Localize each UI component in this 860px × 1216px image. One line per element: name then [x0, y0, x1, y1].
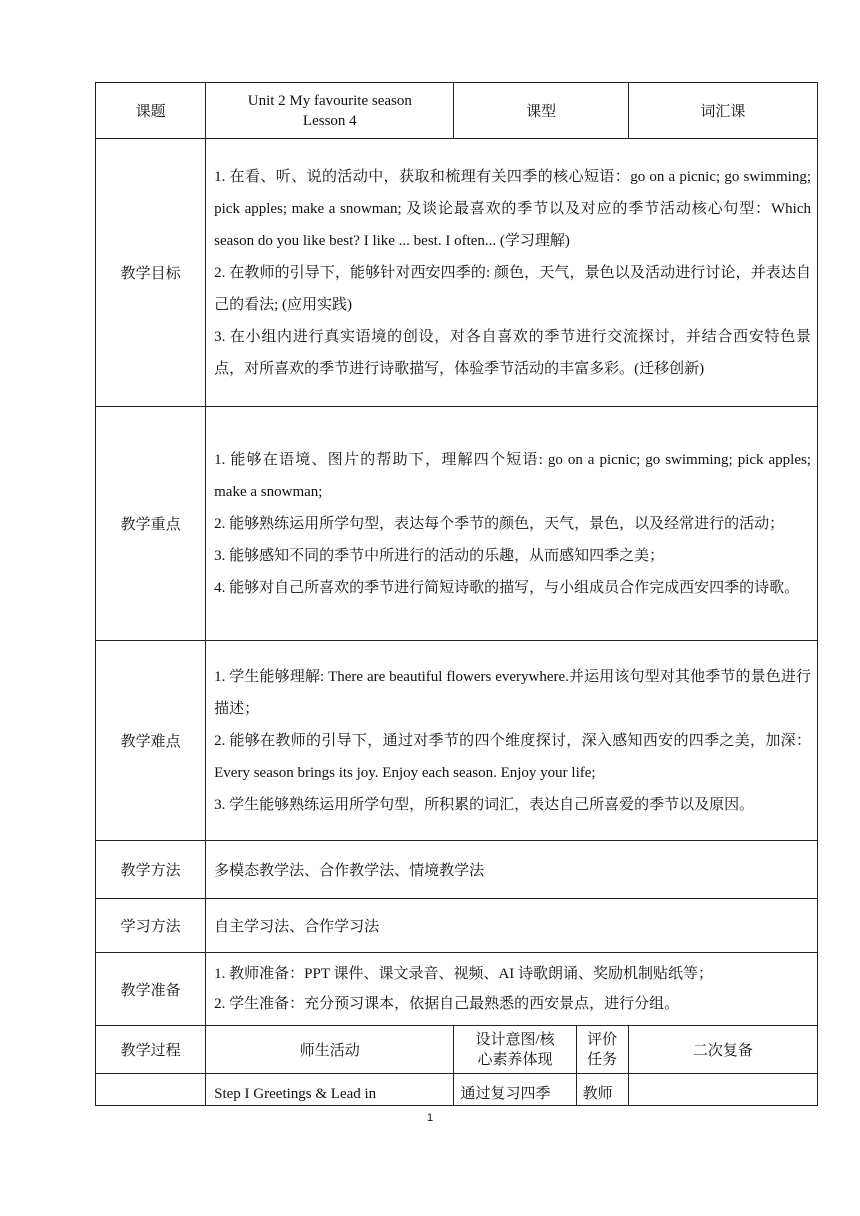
second-prep-column-header: 二次复备 [628, 1026, 817, 1074]
objective-item: 1. 在看、听、说的活动中，获取和梳理有关四季的核心短语：go on a picnic; go swimming; pick apples; make a snowman; 及谈论最喜欢的季节以及对应的季节活动核心句型：Which season do you like best? I like ... best. I often... (学习理解) [214, 168, 811, 249]
objective-item: 2. 在教师的引导下，能够针对西安四季的: 颜色，天气，景色以及活动进行讨论，并表达自己的看法; (应用实践) [214, 264, 811, 313]
process-label: 教学过程 [96, 1026, 206, 1074]
objectives-row [96, 139, 818, 407]
step-second-prep [628, 1074, 817, 1106]
preparation-content [206, 953, 818, 1026]
type-label: 课型 [454, 83, 628, 139]
difficulty-item: 1. 学生能够理解: There are beautiful flowers everywhere.并运用该句型对其他季节的景色进行描述； [214, 668, 811, 717]
objectives-label: 教学目标 [96, 139, 206, 407]
process-header-row [96, 1026, 818, 1074]
process-row [96, 1074, 818, 1106]
methods-label: 教学方法 [96, 841, 206, 899]
difficulties-row [96, 641, 818, 841]
topic-line1: Unit 2 My favourite season [247, 92, 412, 109]
step-design: 通过复习四季 [454, 1074, 576, 1106]
topic-value [206, 83, 454, 139]
key-points-row [96, 407, 818, 641]
topic-line2: Lesson 4 [302, 112, 357, 129]
topic-label: 课题 [96, 83, 206, 139]
page-number: 1 [426, 1112, 434, 1124]
learning-label: 学习方法 [96, 899, 206, 953]
step-evaluation: 教师 [576, 1074, 628, 1106]
lesson-plan-table [95, 82, 818, 1106]
key-points-content [206, 407, 818, 641]
preparation-item: 1. 教师准备：PPT 课件、课文录音、视频、AI 诗歌朗诵、奖励机制贴纸等； [214, 966, 714, 982]
methods-row [96, 841, 818, 899]
difficulties-label: 教学难点 [96, 641, 206, 841]
key-points-label: 教学重点 [96, 407, 206, 641]
difficulty-item: 3. 学生能够熟练运用所学句型，所积累的词汇，表达自己所喜爱的季节以及原因。 [214, 796, 755, 813]
key-point-item: 4. 能够对自己所喜欢的季节进行简短诗歌的描写，与小组成员合作完成西安四季的诗歌。 [214, 579, 800, 596]
preparation-item: 2. 学生准备：充分预习课本，依据自己最熟悉的西安景点，进行分组。 [214, 996, 680, 1012]
key-point-item: 1. 能够在语境、图片的帮助下，理解四个短语: go on a picnic; go swimming; pick apples; make a snowman; [214, 451, 811, 500]
header-row [96, 83, 818, 139]
key-point-item: 2. 能够熟练运用所学句型，表达每个季节的颜色，天气，景色，以及经常进行的活动； [214, 515, 785, 532]
learning-row [96, 899, 818, 953]
difficulty-item: 2. 能够在教师的引导下，通过对季节的四个维度探讨，深入感知西安的四季之美，加深：Every season brings its joy. Enjoy each season. Enjoy your life; [214, 732, 811, 781]
methods-value: 多模态教学法、合作教学法、情境教学法 [206, 841, 818, 899]
preparation-label: 教学准备 [96, 953, 206, 1026]
evaluation-column-header: 评价 任务 [576, 1026, 628, 1074]
objectives-content [206, 139, 818, 407]
learning-value: 自主学习法、合作学习法 [206, 899, 818, 953]
design-column-header: 设计意图/核 心素养体现 [454, 1026, 576, 1074]
preparation-row [96, 953, 818, 1026]
type-value: 词汇课 [628, 83, 817, 139]
step-activity: Step I Greetings & Lead in [206, 1074, 454, 1106]
process-empty-cell [96, 1074, 206, 1106]
difficulties-content [206, 641, 818, 841]
key-point-item: 3. 能够感知不同的季节中所进行的活动的乐趣，从而感知四季之美； [214, 547, 665, 564]
objective-item: 3. 在小组内进行真实语境的创设，对各自喜欢的季节进行交流探讨，并结合西安特色景点，对所喜欢的季节进行诗歌描写，体验季节活动的丰富多彩。(迁移创新) [214, 328, 811, 377]
activity-column-header: 师生活动 [206, 1026, 454, 1074]
